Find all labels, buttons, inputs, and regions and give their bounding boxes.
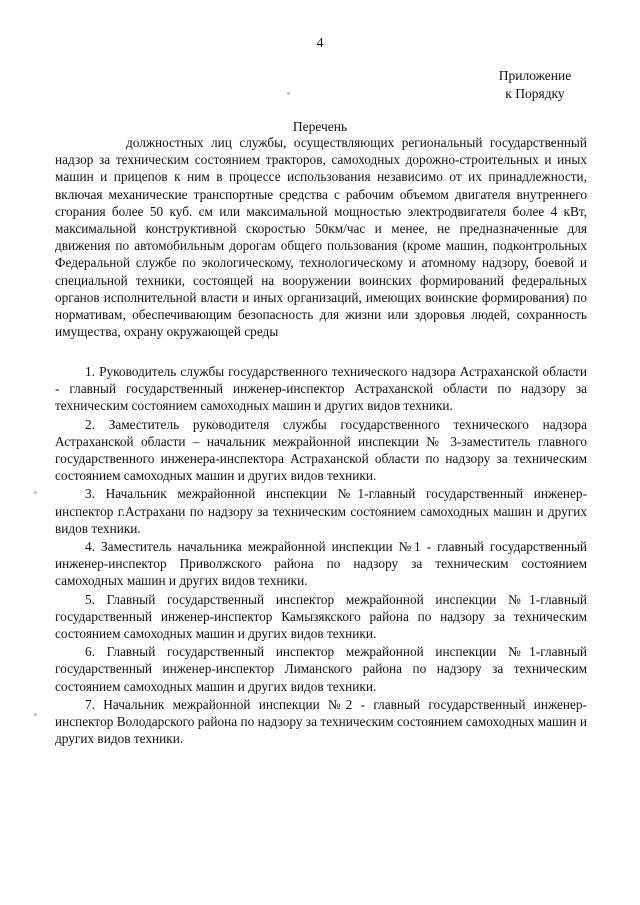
- preamble-text: должностных лиц службы, осуществляющих региональный государственный надзор за техническим состоянием тракторов, самоходных дорожно-строительных и иных машин и прицепов к ним в процессе использования независимо от их принадлежности, включая механические транспортные средства с рабочим объемом двигателя внутреннего сгорания более 50 куб. см или максимальной мощностью электродвигателя более 4 кВт, максимальной конструктивной скоростью 50км/час и менее, не предназначенные для движения по автомобильным дорогам общего пользования (кроме машин, подконтрольных Федеральной службе по экологическому, технологическому и атомному надзору, боевой и специальной техники, состоящей на вооружении воинских формирований федеральных органов исполнительной власти и иных организаций, имеющих воинские формирования) по нормативам, обеспечивающим безопасность для жизни или здоровья людей, сохранность имущества, охрану окружающей среды: [55, 135, 587, 340]
- appendix-caption: [470, 67, 600, 103]
- document-title: Перечень: [292, 119, 348, 134]
- page-number: 4: [316, 36, 324, 51]
- list-item: 1. Руководитель службы государственного технического надзора Астраханской области - главный государственный инженер-инспектор Астраханской области по надзору за техническим состоянием самоходных машин и других видов техники.: [55, 364, 587, 414]
- list-item: 5. Главный государственный инспектор межрайонной инспекции №1-главный государственный инженер-инспектор Камызякского района по надзору за техническим состоянием самоходных машин и других видов техники.: [55, 591, 587, 642]
- positions-list: [55, 363, 587, 747]
- appendix-line-2: к Порядку: [505, 86, 565, 101]
- scan-speck: [34, 491, 37, 494]
- preamble-paragraph: [55, 134, 587, 340]
- scan-speck: [287, 92, 290, 95]
- list-item: 6. Главный государственный инспектор межрайонной инспекции №1-главный государственный инженер-инспектор Лиманского района по надзору за техническим состоянием самоходных машин и других видов техники.: [55, 644, 587, 694]
- list-item: 2. Заместитель руководителя службы государственного технического надзора Астраханской области – начальник межрайонной инспекции № 3-заместитель главного государственного инженера-инспектора Астраханской области по надзору за техническим состоянием самоходных машин и других видов техники.: [55, 416, 587, 484]
- appendix-line-1: Приложение: [498, 68, 572, 83]
- scan-speck: [34, 713, 37, 716]
- list-item: 3. Начальник межрайонной инспекции №1-главный государственный инженер-инспектор г.Астрахани по надзору за техническим состоянием самоходных машин и других видов техники.: [55, 486, 587, 536]
- list-item: 4. Заместитель начальника межрайонной инспекции №1 - главный государственный инженер-инспектор Приволжского района по надзору за техническим состоянием самоходных машин и других видов техники.: [55, 539, 587, 589]
- list-item: 7. Начальник межрайонной инспекции №2 - главный государственный инженер-инспектор Володарского района по надзору за техническим состоянием самоходных машин и других видов техники.: [55, 696, 587, 747]
